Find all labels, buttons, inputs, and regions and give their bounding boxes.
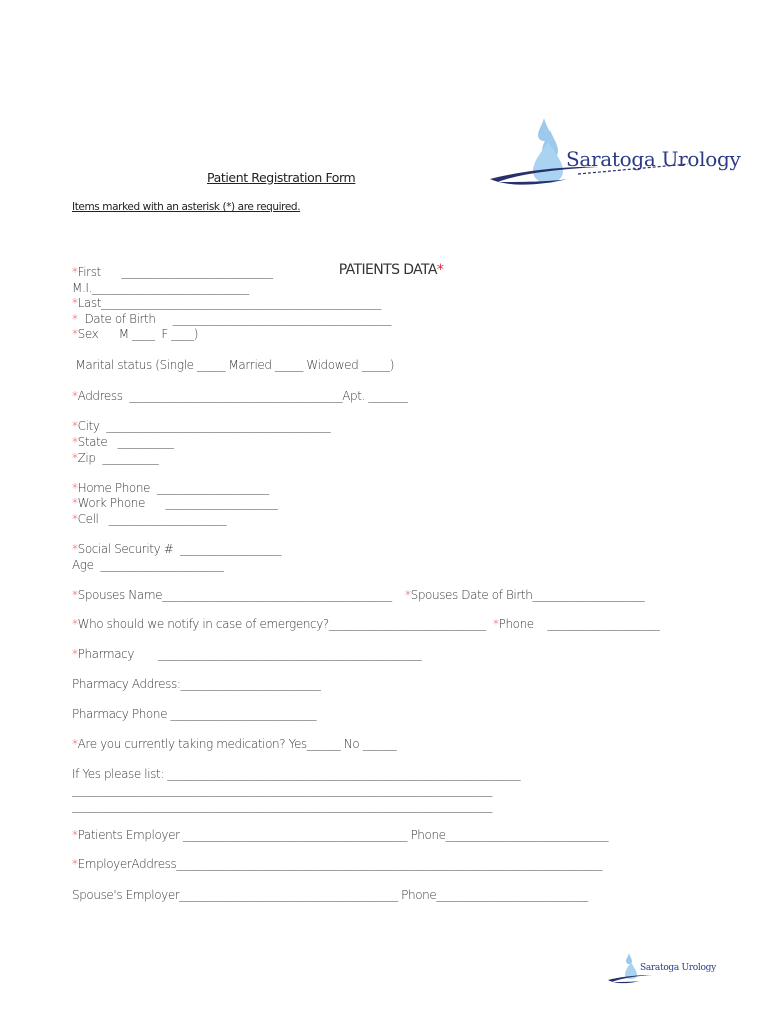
field-label: EmployerAddress____________________________________________________________________________	[77, 857, 602, 871]
form-field-line[interactable]	[72, 588, 392, 602]
required-asterisk: *	[72, 857, 78, 871]
form-field-line[interactable]	[72, 737, 396, 751]
form-field-line[interactable]	[72, 799, 492, 813]
form-field-line[interactable]	[72, 312, 391, 326]
form-field-line[interactable]	[72, 677, 321, 691]
required-asterisk: *	[72, 828, 78, 842]
form-field-line[interactable]	[72, 281, 249, 295]
form-field-line[interactable]	[72, 558, 224, 572]
form-field-line[interactable]	[72, 358, 394, 372]
required-asterisk: *	[72, 617, 78, 631]
required-asterisk: *	[72, 327, 78, 341]
field-label: Pharmacy Address:_________________________	[72, 677, 321, 691]
form-field-line[interactable]	[72, 265, 273, 279]
required-asterisk: *	[72, 542, 78, 556]
required-asterisk: *	[72, 481, 78, 495]
form-field-line[interactable]	[72, 857, 602, 871]
field-label: Sex M ____ F ____)	[77, 327, 198, 341]
field-label: Spouses Date of Birth____________________	[410, 588, 645, 602]
form-field-line[interactable]	[72, 451, 158, 465]
section-title	[331, 246, 443, 278]
form-field-line[interactable]	[72, 783, 492, 797]
field-label: Pharmacy _______________________________________________	[77, 647, 422, 661]
field-label: State __________	[77, 435, 174, 449]
form-field-line[interactable]	[72, 327, 198, 341]
field-label: First ___________________________	[77, 265, 273, 279]
form-field-line[interactable]	[72, 296, 381, 310]
logo-top-text: Saratoga Urology	[566, 147, 741, 171]
required-asterisk: *	[72, 512, 78, 526]
required-asterisk: *	[72, 435, 78, 449]
required-asterisk: *	[72, 737, 78, 751]
form-field-line[interactable]	[493, 617, 659, 631]
form-field-line[interactable]	[72, 435, 174, 449]
field-label: Spouse's Employer_______________________________________ Phone___________________________	[72, 888, 588, 902]
form-field-line[interactable]	[72, 389, 408, 403]
form-field-line[interactable]	[72, 481, 269, 495]
form-field-line[interactable]	[72, 512, 226, 526]
section-title-text: PATIENTS DATA	[338, 262, 437, 278]
required-asterisk: *	[405, 588, 411, 602]
form-field-line[interactable]	[72, 542, 281, 556]
field-label: Spouses Name_________________________________________	[77, 588, 392, 602]
required-asterisk: *	[72, 451, 78, 465]
field-label: City ________________________________________	[77, 419, 331, 433]
form-field-line[interactable]	[72, 888, 588, 902]
form-field-line[interactable]	[405, 588, 644, 602]
form-field-line[interactable]	[72, 707, 316, 721]
field-label: Home Phone ____________________	[77, 481, 269, 495]
required-asterisk: *	[72, 496, 78, 510]
required-asterisk: *	[72, 419, 78, 433]
field-label: Who should we notify in case of emergency?____________________________	[77, 617, 486, 631]
required-asterisk: *	[72, 265, 78, 279]
form-field-line[interactable]	[72, 767, 520, 781]
logo-bottom-text: Saratoga Urology	[640, 963, 716, 973]
field-label: Pharmacy Phone __________________________	[72, 707, 317, 721]
required-note: Items marked with an asterisk (*) are required.	[72, 201, 301, 213]
form-field-line[interactable]	[72, 419, 330, 433]
field-label: Cell _____________________	[77, 512, 227, 526]
required-asterisk: *	[72, 312, 78, 326]
field-label: Age ______________________	[72, 558, 224, 572]
field-label: Date of Birth _______________________________________	[77, 312, 392, 326]
required-asterisk: *	[493, 617, 499, 631]
field-label: Marital status (Single _____ Married _____ Widowed _____)	[72, 358, 395, 372]
form-field-line[interactable]	[72, 496, 277, 510]
logo-top	[488, 116, 741, 192]
required-asterisk: *	[72, 588, 78, 602]
field-label: If Yes please list: _______________________________________________________________	[72, 767, 521, 781]
form-field-line[interactable]	[72, 647, 421, 661]
field-label: Are you currently taking medication? Yes______ No ______	[77, 737, 397, 751]
field-label: ___________________________________________________________________________	[72, 783, 493, 797]
field-label: Patients Employer ________________________________________ Phone_____________________________	[77, 828, 609, 842]
required-asterisk: *	[72, 647, 78, 661]
field-label: Zip __________	[77, 451, 159, 465]
field-label: Work Phone ____________________	[77, 496, 278, 510]
required-asterisk: *	[72, 296, 78, 310]
field-label: Social Security # __________________	[77, 542, 281, 556]
field-label: ___________________________________________________________________________	[72, 799, 493, 813]
logo-bottom	[607, 952, 716, 986]
field-label: M.I.____________________________	[72, 281, 249, 295]
required-asterisk: *	[72, 389, 78, 403]
form-title: Patient Registration Form	[207, 170, 356, 185]
form-field-line[interactable]	[72, 828, 608, 842]
field-label: Address ______________________________________Apt. _______	[77, 389, 408, 403]
field-label: Last__________________________________________________	[77, 296, 382, 310]
field-label: Phone ____________________	[498, 617, 660, 631]
required-asterisk: *	[436, 262, 444, 278]
form-field-line[interactable]	[72, 617, 486, 631]
